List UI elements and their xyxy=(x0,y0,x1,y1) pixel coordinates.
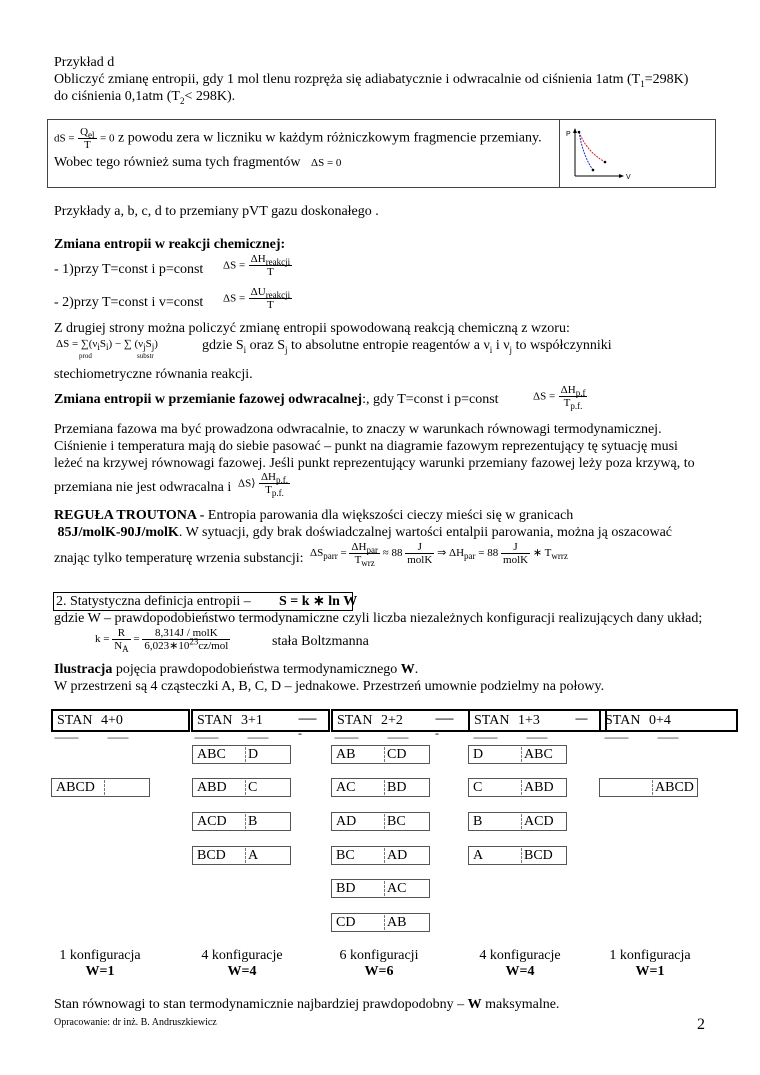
pv-diagram-icon xyxy=(565,124,635,182)
ds-formula: dS = $\frac{Q_{el}}{T}$ = 0 z powodu zera w liczniku w każdym różniczkowym fragmencie przemiany. xyxy=(54,126,542,151)
connector-2-tail: - xyxy=(435,726,438,740)
dashes-right-3: ------- xyxy=(526,730,547,744)
config-box: BC AD xyxy=(331,846,430,865)
summary-1-3: 4 konfiguracje W=4 xyxy=(479,948,561,979)
config-box: CD AB xyxy=(331,913,430,932)
reaction-case-1: - 1)przy T=const i p=const xyxy=(54,262,204,277)
entropy-sum-formula: $\Delta S = \sum(\nu_iS_i)$ − ∑ $(\nu_jS_j)$ xyxy=(56,338,158,353)
phase-paragraph-3: leżeć na krzywej równowagi fazowej. Jeśli punkt reprezentujący warunki przemiany fazowej leży poza krzywą, to xyxy=(54,456,695,471)
other-side-desc: gdzie $S_i$ oraz $S_j$ to absolutne entropie reagentów a $\nu_i$ i $\nu_j$ to współczynniki xyxy=(202,338,612,355)
pvt-note: Przykłady a, b, c, d to przemiany pVT gazu doskonałego . xyxy=(54,204,379,219)
box-divider xyxy=(559,120,560,187)
adiabatic-box xyxy=(47,119,716,188)
example-title: Przykład d xyxy=(54,55,115,70)
space-note: W przestrzeni są 4 cząsteczki A, B, C, D – jednakowe. Przestrzeń umownie podzielmy na połowy. xyxy=(54,679,605,694)
boltzmann-label: stała Boltzmanna xyxy=(272,634,369,649)
phase-formula: ΔS = $\frac{\Delta H_{p.f}}{T_{p.f.}}$ xyxy=(533,384,586,412)
page-number: 2 xyxy=(697,1016,705,1033)
trouton-formula: $\Delta S_{parr}$ = $\frac{\Delta H_{par}}{T_{wrz}}$ ≈ 88 $\frac{J}{\text{molK}}$ ⇒ $\Delta H_{par} = 88$ $\frac{J}{\text{molK}}$ ∗ $T_{wrrz}$ xyxy=(310,541,568,569)
config-box: ABC D xyxy=(192,745,291,764)
config-box: BCD A xyxy=(192,846,291,865)
config-box: ABCD xyxy=(599,778,698,797)
config-box: AB CD xyxy=(331,745,430,764)
summary-4-0: 1 konfiguracja W=1 xyxy=(59,948,141,979)
trouton-range: 85J/molK-90J/molK. W sytuacji, gdy brak doświadczalnej wartości entalpii parowania, można ją oszacować xyxy=(57,525,673,540)
state-header-1-3: STAN 1+3 xyxy=(468,709,607,732)
svg-text:P: P xyxy=(566,131,571,138)
phase-heading: Zmiana entropii w przemianie fazowej odwracalnej:, gdy T=const i p=const xyxy=(54,392,499,407)
dashes-right-0: ------- xyxy=(107,730,128,744)
dashes-right-2: ------- xyxy=(387,730,408,744)
illustration-heading: Ilustracja pojęcia prawdopodobieństwa termodynamicznego W. xyxy=(54,662,419,677)
config-box: AC BD xyxy=(331,778,430,797)
label-prod: prod xyxy=(79,352,92,360)
phase-paragraph-2: Ciśnienie i temperatura mają do siebie pasować – punkt na diagramie fazowym reprezentujący tę sytuację musi xyxy=(54,439,678,454)
example-task-line-1: Obliczyć zmianę entropii, gdy 1 mol tlenu rozpręża się adiabatycznie i odwracalnie od ciśnienia 1atm $(T_1=298K)$ xyxy=(54,72,689,89)
dashes-right-4: ------- xyxy=(657,730,678,744)
dashes-left-2: -------- xyxy=(334,730,358,744)
dashes-left-4: -------- xyxy=(604,730,628,744)
reaction-heading: Zmiana entropii w reakcji chemicznej: xyxy=(54,237,286,252)
other-side-intro: Z drugiej strony można policzyć zmianę entropii spowodowaną reakcją chemiczną z wzoru: xyxy=(54,321,570,336)
config-box: D ABC xyxy=(468,745,567,764)
footer-author: Opracowanie: dr inż. B. Andruszkiewicz xyxy=(54,1017,217,1028)
state-header-0-4: STAN 0+4 xyxy=(599,709,738,732)
state-header-3-1: STAN 3+1 xyxy=(191,709,330,732)
config-box: AD BC xyxy=(331,812,430,831)
state-header-4-0: STAN 4+0 xyxy=(51,709,190,732)
summary-2-2: 6 konfiguracji W=6 xyxy=(339,948,419,979)
statistical-definition-box: 2. Statystyczna definicja entropii – S = k ∗ ln W xyxy=(53,592,353,611)
config-box: A BCD xyxy=(468,846,567,865)
config-box: BD AC xyxy=(331,879,430,898)
summary-0-4: 1 konfiguracja W=1 xyxy=(609,948,691,979)
phase-paragraph-1: Przemiana fazowa ma być prowadzona odwracalnie, to znaczy w warunkach równowagi termodynamicznej. xyxy=(54,422,662,437)
svg-text:V: V xyxy=(626,174,631,181)
trouton-text: znając tylko temperaturę wrzenia substancji: xyxy=(54,551,304,566)
boltzmann-formula: k = $\frac{R}{N_A}$ = $\frac{\text{8,314J / molK}}{6,023∗10^{23}cz/mol}$ xyxy=(95,627,229,655)
config-box: ABD C xyxy=(192,778,291,797)
phase-inequality: ΔS⟩ $\frac{\Delta H_{p.f.}}{T_{p.f.}}$ xyxy=(238,471,289,499)
other-side-line-2: stechiometryczne równania reakcji. xyxy=(54,367,253,382)
config-box: ACD B xyxy=(192,812,291,831)
connector-1-tail: - xyxy=(298,726,301,740)
summary-3-1: 4 konfiguracje W=4 xyxy=(201,948,283,979)
state-header-2-2: STAN 2+2 xyxy=(331,709,470,732)
ds-sum-text: Wobec tego również suma tych fragmentów ΔS = 0 xyxy=(54,155,342,170)
dashes-left-1: -------- xyxy=(194,730,218,744)
dashes-left-3: -------- xyxy=(473,730,497,744)
reaction-formula-2: ΔS = $\frac{\Delta U_{reakcji}}{T}$ xyxy=(223,286,291,311)
label-substr: substr xyxy=(137,352,154,360)
w-definition: gdzie W – prawdopodobieństwo termodynamiczne czyli liczba niezależnych konfiguracji realizujących dany układ; xyxy=(54,611,703,626)
config-box: ABCD xyxy=(51,778,150,797)
dashes-right-1: ------- xyxy=(247,730,268,744)
example-task-line-2: do ciśnienia 0,1atm $(T_2< 298K)$. xyxy=(54,89,236,106)
config-box: C ABD xyxy=(468,778,567,797)
conclusion: Stan równowagi to stan termodynamicznie najbardziej prawdopodobny – W maksymalne. xyxy=(54,997,560,1012)
phase-paragraph-4: przemiana nie jest odwracalna i xyxy=(54,480,232,495)
config-box: B ACD xyxy=(468,812,567,831)
connector-2: ------ xyxy=(435,711,453,725)
trouton-heading: REGUŁA TROUTONA - Entropia parowania dla większości cieczy mieści się w granicach xyxy=(54,508,574,523)
reaction-case-2: - 2)przy T=const i v=const xyxy=(54,295,204,310)
dashes-left-0: -------- xyxy=(54,730,78,744)
connector-3: ---- xyxy=(575,711,587,725)
connector-1: ------ xyxy=(298,711,316,725)
reaction-formula-1: ΔS = $\frac{\Delta H_{reakcji}}{T}$ xyxy=(223,253,291,278)
